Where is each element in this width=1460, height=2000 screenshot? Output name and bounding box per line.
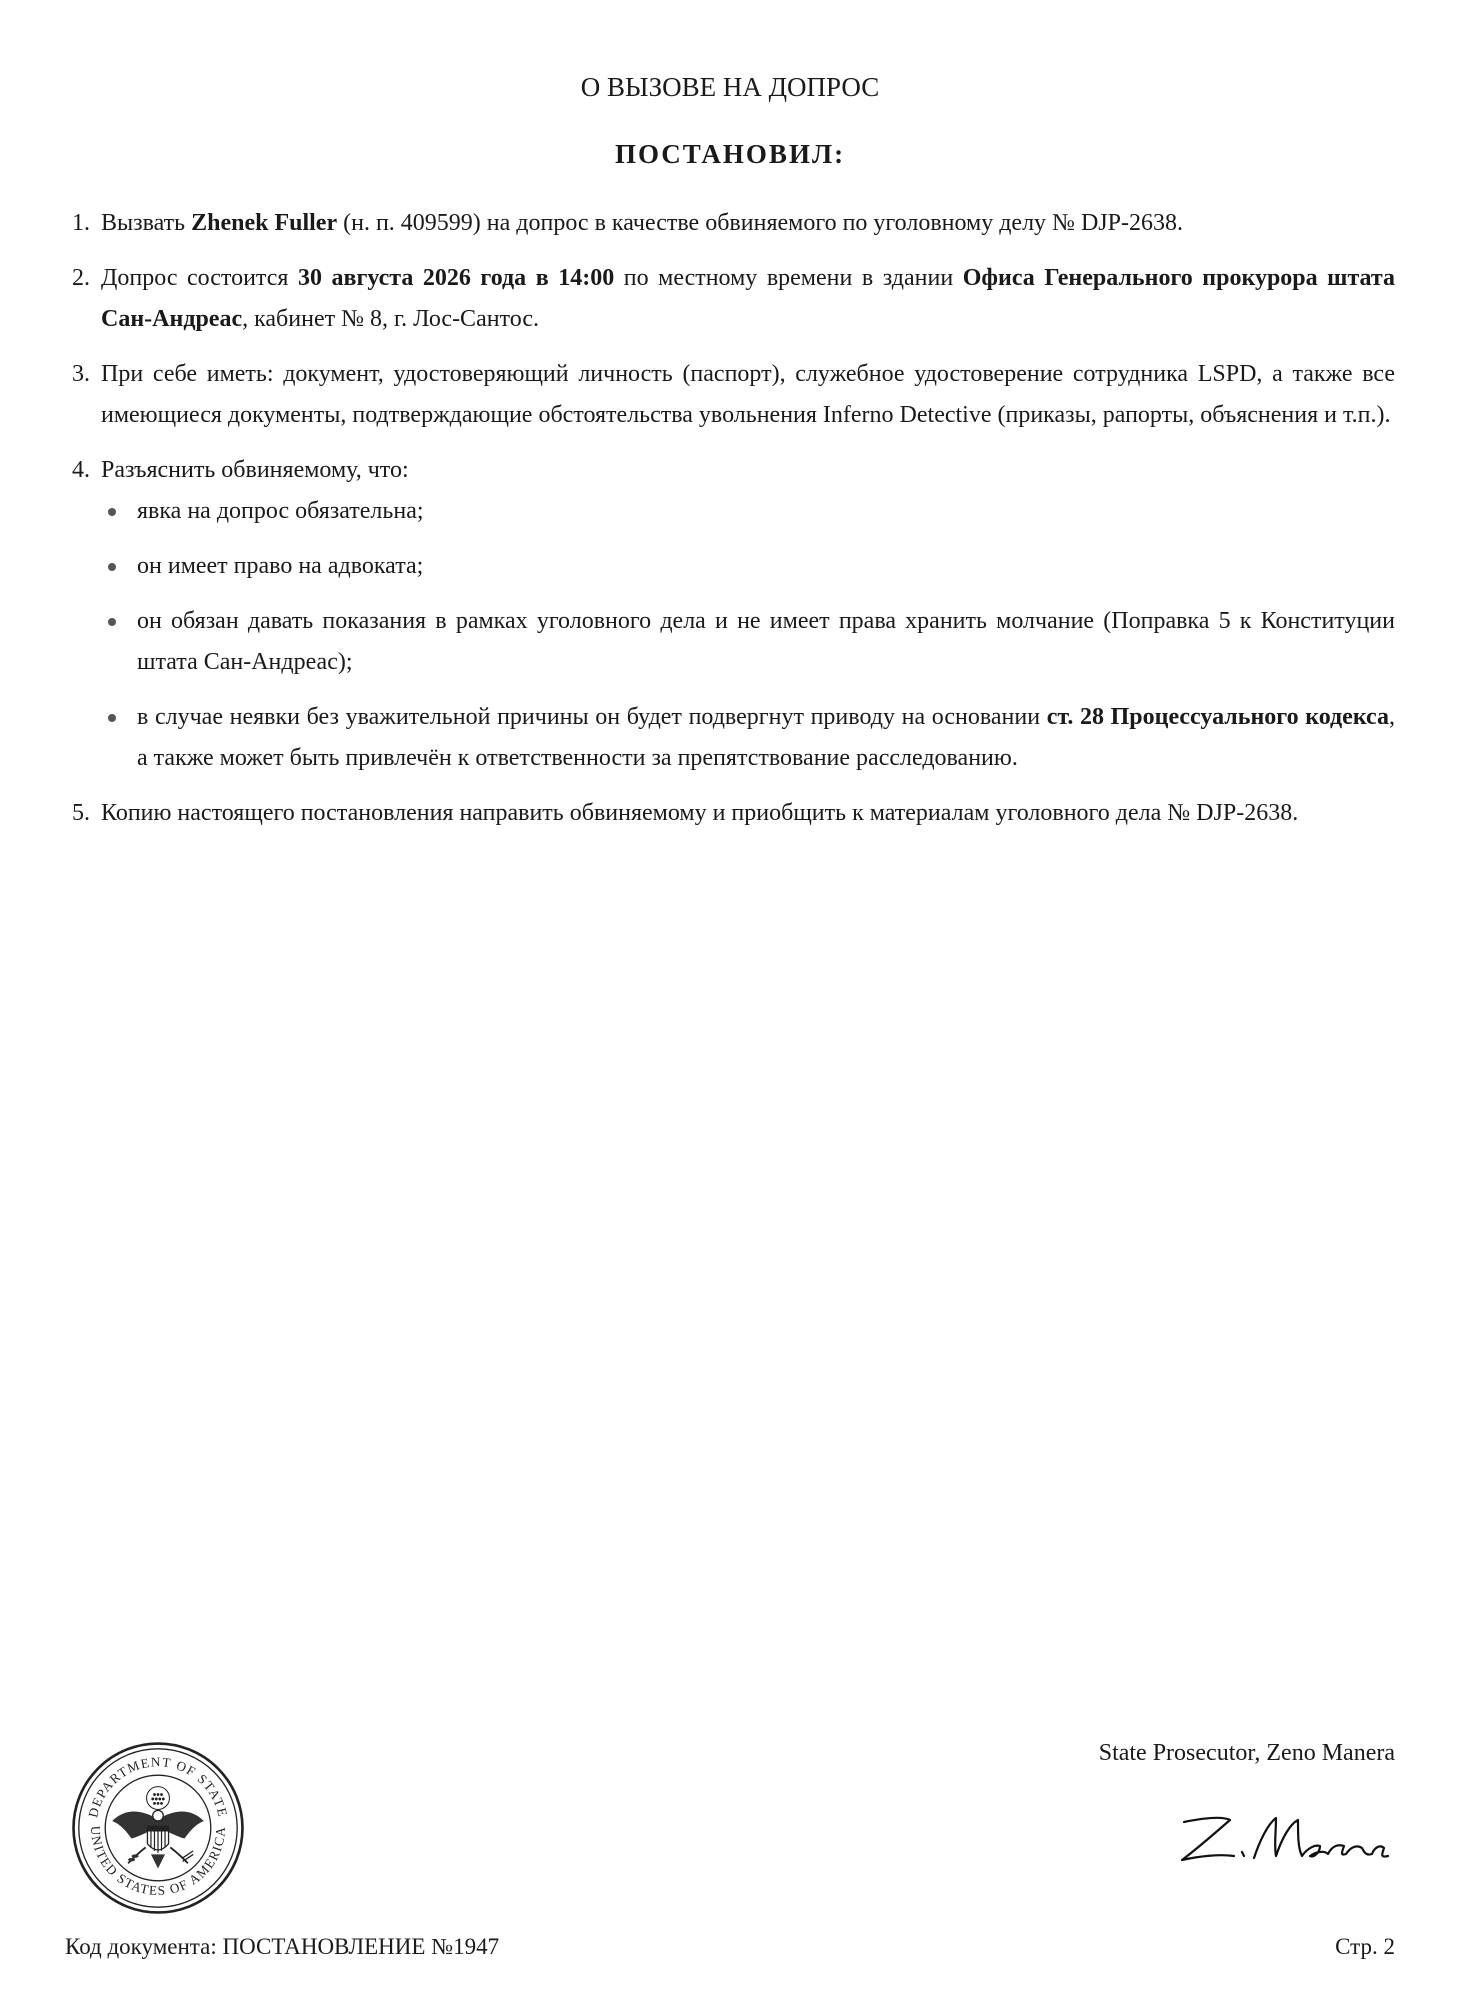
- bullet-text: явка на допрос обязательна;: [137, 498, 424, 524]
- bullet-text: в случае неявки без уважительной причины он будет подвергнут приводу на основании: [137, 704, 1047, 730]
- list-item: [72, 450, 1395, 491]
- item-text: Вызвать: [101, 210, 192, 236]
- interrogation-datetime: 30 августа 2026 года в 14:00: [297, 265, 615, 291]
- list-item: [72, 203, 1395, 244]
- seal-bottom-text: UNITED STATES OF AMERICA: [87, 1825, 229, 1899]
- seal-top-text: DEPARTMENT OF STATE: [85, 1754, 231, 1819]
- item-text: , кабинет № 8, г. Лос-Сантос.: [242, 306, 539, 332]
- rights-list-item: [102, 546, 1395, 587]
- rights-list-item: [102, 601, 1395, 683]
- code-article: ст. 28 Процессуального кодекса: [1046, 704, 1389, 730]
- accused-name: Zhenek Fuller: [191, 210, 338, 236]
- item-text: (н. п. 409599) на допрос в качестве обвиняемого по уголовному делу № DJP-2638.: [337, 210, 1183, 236]
- item-number: 3.: [72, 361, 90, 387]
- bullet-text: он имеет право на адвоката;: [137, 553, 424, 579]
- document-code: Код документа: ПОСТАНОВЛЕНИЕ №1947: [65, 1934, 500, 1959]
- bullet-icon: [108, 618, 116, 626]
- item-text: Копию настоящего постановления направить обвиняемому и приобщить к материалам уголовного дела № DJP-2638.: [101, 800, 1299, 826]
- bullet-icon: [108, 508, 116, 516]
- prosecutor-signature: [1164, 1802, 1394, 1872]
- item-number: 4.: [72, 457, 90, 483]
- item-text: Допрос состоится: [101, 265, 298, 291]
- list-item: [72, 258, 1395, 340]
- rights-list-item: [102, 491, 1395, 532]
- bullet-text: , а также может быть привлечён к ответственности за препятствование расследованию.: [137, 704, 1395, 771]
- bullet-icon: [108, 563, 116, 571]
- document-body: [72, 203, 1395, 848]
- prosecutor-title: State Prosecutor, Zeno Manera: [1098, 1740, 1395, 1766]
- document-title: О ВЫЗОВЕ НА ДОПРОС: [580, 72, 880, 102]
- resolution-heading: ПОСТАНОВИЛ:: [614, 139, 846, 169]
- item-number: 5.: [72, 800, 90, 826]
- item-text: Разъяснить обвиняемому, что:: [101, 457, 409, 483]
- page-number: Стр. 2: [1335, 1934, 1395, 1959]
- list-item: [72, 793, 1395, 834]
- bullet-icon: [108, 714, 116, 722]
- list-item: [72, 354, 1395, 436]
- department-of-state-seal-icon: [70, 1740, 246, 1916]
- item-number: 1.: [72, 210, 90, 236]
- bullet-text: он обязан давать показания в рамках уголовного дела и не имеет права хранить молчание (Поправка 5 к Конституции штата Сан-Андреас);: [137, 608, 1395, 675]
- item-number: 2.: [72, 265, 90, 291]
- rights-list: [72, 491, 1395, 779]
- rights-list-item: [102, 697, 1395, 779]
- item-text: При себе иметь: документ, удостоверяющий личность (паспорт), служебное удостоверение сотрудника LSPD, а также все имеющиеся документы, подтверждающие обстоятельства увольнения Inferno Detective (приказы, рапорты, объяснения и т.п.).: [101, 361, 1395, 428]
- office-name: Офиса Генерального прокурора штата Сан-Андреас: [101, 265, 1395, 332]
- item-text: по местному времени в здании: [614, 265, 963, 291]
